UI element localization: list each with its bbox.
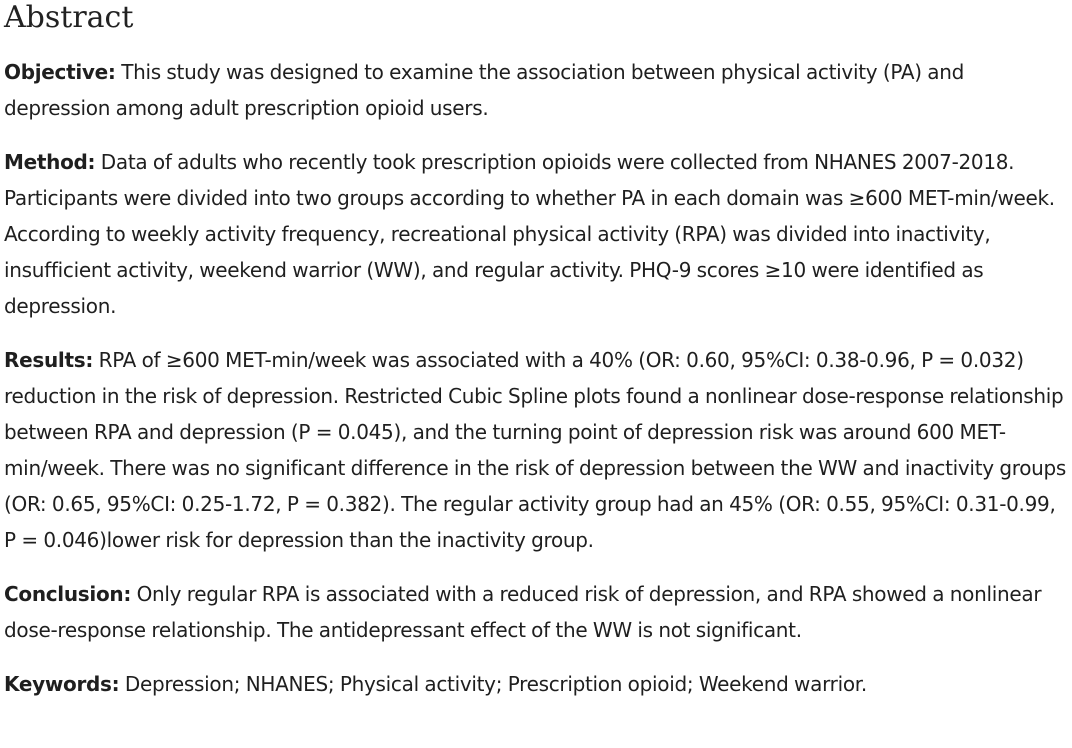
- keywords-text: Depression; NHANES; Physical activity; Prescription opioid; Weekend warrior.: [124, 672, 867, 696]
- results-paragraph: [4, 342, 1068, 558]
- objective-paragraph: [4, 54, 1068, 126]
- method-label: Method:: [4, 150, 96, 174]
- objective-text: This study was designed to examine the association between physical activity (PA) and depression among adult prescription opioid users.: [4, 60, 965, 120]
- method-paragraph: [4, 144, 1068, 324]
- results-label: Results:: [4, 348, 94, 372]
- keywords-label: Keywords:: [4, 672, 120, 696]
- conclusion-text: Only regular RPA is associated with a reduced risk of depression, and RPA showed a nonlinear dose-response relationship. The antidepressant effect of the WW is not significant.: [4, 582, 1042, 642]
- conclusion-label: Conclusion:: [4, 582, 132, 606]
- results-text: RPA of ≥600 MET-min/week was associated with a 40% (OR: 0.60, 95%CI: 0.38-0.96, P = 0.032) reduction in the risk of depression. Restricted Cubic Spline plots found a nonlinear dose-response relationship between RPA and depression (P = 0.045), and the turning point of depression risk was around 600 MET-min/week. There was no significant difference in the risk of depression between the WW and inactivity groups (OR: 0.65, 95%CI: 0.25-1.72, P = 0.382). The regular activity group had an 45% (OR: 0.55, 95%CI: 0.31-0.99, P = 0.046)lower risk for depression than the inactivity group.: [4, 348, 1067, 552]
- method-text: Data of adults who recently took prescription opioids were collected from NHANES 2007-2018. Participants were divided into two groups according to whether PA in each domain was ≥600 MET-min/week. According to weekly activity frequency, recreational physical activity (RPA) was divided into inactivity, insufficient activity, weekend warrior (WW), and regular activity. PHQ-9 scores ≥10 were identified as depression.: [4, 150, 1055, 318]
- conclusion-paragraph: [4, 576, 1068, 648]
- keywords-paragraph: [4, 666, 1068, 702]
- objective-label: Objective:: [4, 60, 116, 84]
- abstract-heading: Abstract: [4, 0, 134, 35]
